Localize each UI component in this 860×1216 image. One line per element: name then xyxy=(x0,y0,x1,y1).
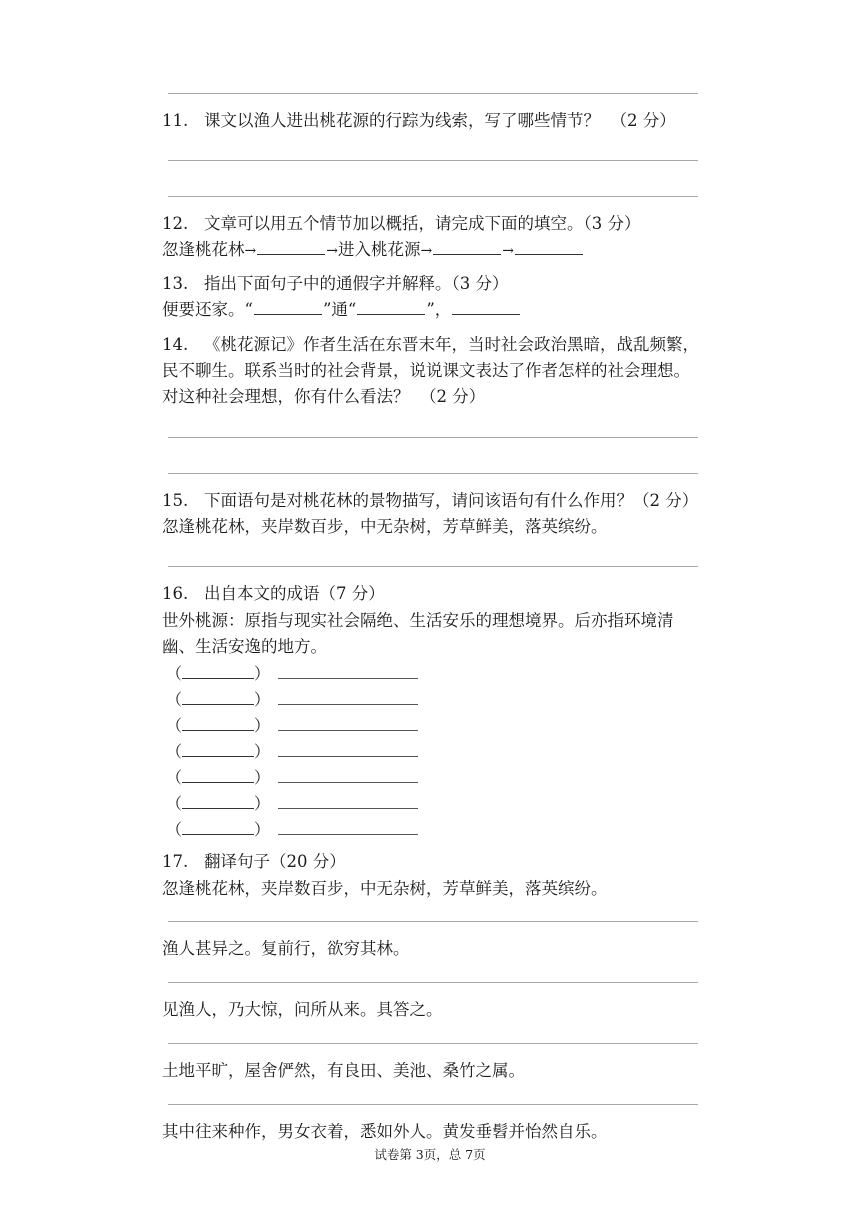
question-number: 16. xyxy=(162,584,189,603)
sentence: 便要还家。 xyxy=(162,300,245,319)
question-score: （2 分） xyxy=(420,387,486,406)
answer-line xyxy=(168,921,698,922)
comma: ， xyxy=(434,300,452,319)
meaning-blank[interactable] xyxy=(278,768,418,783)
answer-line xyxy=(168,982,698,983)
question-number: 11. xyxy=(162,111,189,130)
idiom-blank[interactable] xyxy=(182,768,254,783)
idiom-row xyxy=(166,663,418,685)
question-number: 13. xyxy=(162,274,189,293)
fill-blank[interactable] xyxy=(452,300,520,315)
question-text: 出自本文的成语（7 分） xyxy=(204,584,385,603)
question-number: 15. xyxy=(162,491,189,510)
paren: （ xyxy=(166,690,183,709)
question-text: 对这种社会理想，你有什么看法？ xyxy=(162,387,410,406)
translate-sentence: 渔人甚异之。复前行，欲穷其林。 xyxy=(162,939,410,958)
quote-mark: “ xyxy=(244,300,253,319)
idiom-row xyxy=(166,819,418,841)
meaning-blank[interactable] xyxy=(278,820,418,835)
paren: ） xyxy=(254,664,271,683)
plot-1: 忽逢桃花林 xyxy=(162,240,245,259)
answer-line xyxy=(168,566,698,567)
idiom-blank[interactable] xyxy=(182,742,254,757)
answer-line xyxy=(168,437,698,438)
quote-mark: “ xyxy=(347,300,357,319)
meaning-blank[interactable] xyxy=(278,690,418,705)
question-text-line1: 《桃花源记》作者生活在东晋末年，当时社会政治黑暗，战乱频繁， xyxy=(204,335,699,354)
quote-mark: ” xyxy=(426,300,435,319)
answer-line xyxy=(168,196,698,197)
paren: （ xyxy=(166,794,183,813)
question-text: 文章可以用五个情节加以概括，请完成下面的填空。（3 分） xyxy=(204,214,641,233)
question-text: 课文以渔人进出桃花源的行踪为线索，写了哪些情节？ xyxy=(204,111,600,130)
paren: （ xyxy=(166,716,183,735)
page-footer: 试卷第 3页，总 7页 xyxy=(374,1147,486,1162)
idiom-row xyxy=(166,741,418,763)
quoted-sentence: 忽逢桃花林，夹岸数百步，中无杂树，芳草鲜美，落英缤纷。 xyxy=(162,517,608,536)
question-14 xyxy=(162,334,699,356)
question-number: 14. xyxy=(162,335,189,354)
idiom-blank[interactable] xyxy=(182,794,254,809)
meaning-blank[interactable] xyxy=(278,742,418,757)
idiom-row xyxy=(166,767,418,789)
idiom-row xyxy=(166,715,418,737)
tongjia-line xyxy=(162,299,521,321)
question-text: 翻译句子（20 分） xyxy=(204,852,346,871)
meaning-blank[interactable] xyxy=(278,716,418,731)
paren: ） xyxy=(254,690,271,709)
question-13 xyxy=(162,273,509,295)
plot-3: 进入桃花源 xyxy=(337,240,421,259)
translate-sentence: 其中往来种作，男女衣着，悉如外人。黄发垂髫并怡然自乐。 xyxy=(162,1122,608,1141)
idiom-example-line2: 幽、生活安逸的地方。 xyxy=(162,637,327,656)
arrow-icon: → xyxy=(244,243,257,259)
idiom-blank[interactable] xyxy=(182,664,254,679)
paren: ） xyxy=(254,716,271,735)
paren: （ xyxy=(166,742,183,761)
question-text-line2: 民不聊生。联系当时的社会背景，说说课文表达了作者怎样的社会理想。 xyxy=(162,361,690,380)
fill-in-sequence xyxy=(162,239,584,262)
translate-sentence: 忽逢桃花林，夹岸数百步，中无杂树，芳草鲜美，落英缤纷。 xyxy=(162,879,608,898)
arrow-icon: → xyxy=(502,243,514,259)
question-text-line3 xyxy=(162,386,485,408)
paren: ） xyxy=(254,820,271,839)
question-15 xyxy=(162,490,698,512)
fill-blank[interactable] xyxy=(515,240,583,255)
question-17 xyxy=(162,851,346,873)
idiom-row xyxy=(166,689,418,711)
paren: （ xyxy=(166,768,183,787)
translate-sentence: 土地平旷，屋舍俨然，有良田、美池、桑竹之属。 xyxy=(162,1061,525,1080)
question-11 xyxy=(162,110,676,132)
idiom-row xyxy=(166,793,418,815)
idiom-blank[interactable] xyxy=(182,716,254,731)
question-score: （2 分） xyxy=(610,111,676,130)
question-16 xyxy=(162,583,385,605)
paren: （ xyxy=(166,820,183,839)
answer-line xyxy=(168,93,698,94)
paren: ） xyxy=(254,794,271,813)
answer-line xyxy=(168,160,698,161)
question-text: 指出下面句子中的通假字并解释。（3 分） xyxy=(204,274,509,293)
arrow-icon: → xyxy=(420,243,433,259)
meaning-blank[interactable] xyxy=(278,794,418,809)
fill-blank[interactable] xyxy=(433,240,501,255)
quote-mark: ” xyxy=(322,300,332,319)
fill-blank[interactable] xyxy=(357,300,425,315)
idiom-example-line1: 世外桃源：原指与现实社会隔绝、生活安乐的理想境界。后亦指环境清 xyxy=(162,611,674,630)
arrow-icon: → xyxy=(326,243,338,259)
question-12 xyxy=(162,213,641,235)
idiom-blank[interactable] xyxy=(182,820,254,835)
tong-label: 通 xyxy=(331,300,348,319)
question-number: 17. xyxy=(162,852,189,871)
fill-blank[interactable] xyxy=(257,240,325,255)
paren: ） xyxy=(254,742,271,761)
answer-line xyxy=(168,1104,698,1105)
translate-sentence: 见渔人，乃大惊，问所从来。具答之。 xyxy=(162,1000,443,1019)
paren: （ xyxy=(166,664,183,683)
question-text: 下面语句是对桃花林的景物描写，请问该语句有什么作用？（2 分） xyxy=(204,491,699,510)
fill-blank[interactable] xyxy=(254,300,322,315)
answer-line xyxy=(168,473,698,474)
question-number: 12. xyxy=(162,214,189,233)
idiom-blank[interactable] xyxy=(182,690,254,705)
paren: ） xyxy=(254,768,271,787)
meaning-blank[interactable] xyxy=(278,664,418,679)
answer-line xyxy=(168,1043,698,1044)
